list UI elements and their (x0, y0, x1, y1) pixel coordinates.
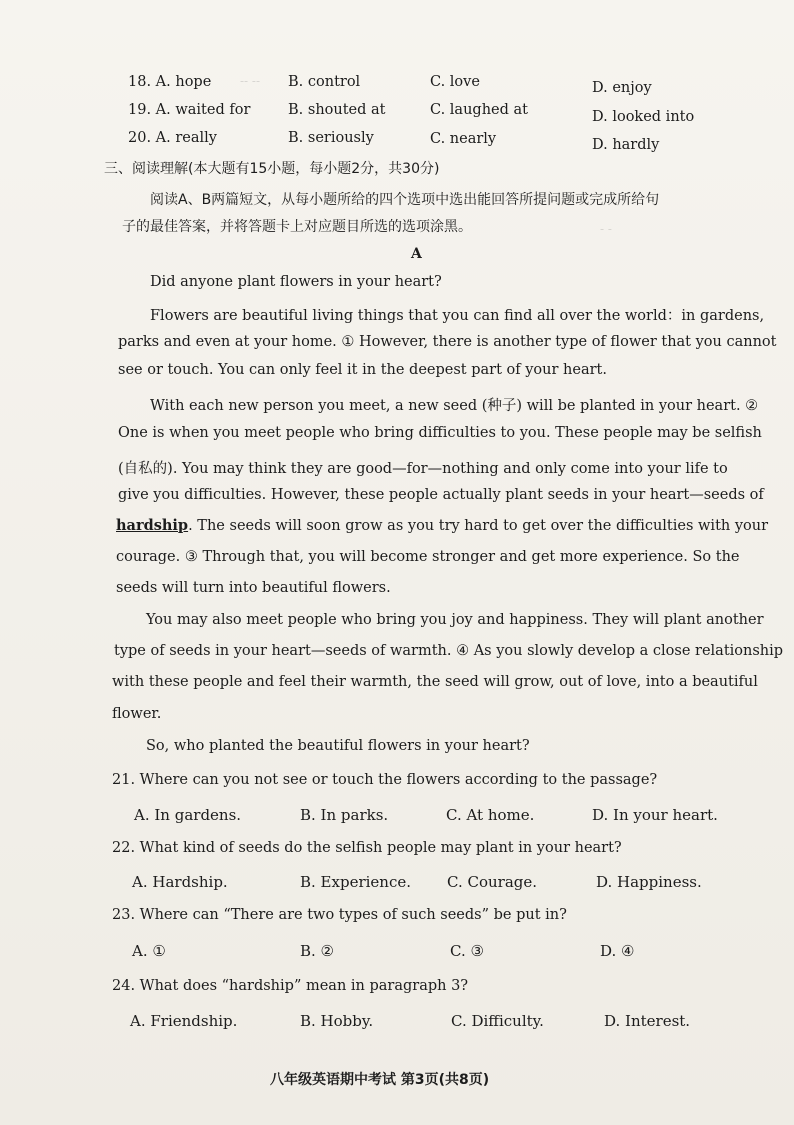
answer-d: D. ④ (600, 942, 635, 960)
passage-line: with these people and feel their warmth, the seed will grow, out of love, into a beautiful (112, 674, 758, 690)
option-c: C. love (430, 74, 480, 90)
passage-line: You may also meet people who bring you joy and happiness. They will plant another (146, 612, 764, 628)
section-heading: 三、阅读理解(本大题有15小题，每小题2分，共30分) (104, 161, 440, 177)
option-num: 18. A. (128, 74, 171, 90)
bleed-through-mark: -- -- (240, 74, 261, 88)
answer-a: A. ① (132, 942, 166, 960)
passage-label: A (411, 246, 422, 262)
option-num: 19. A. (128, 102, 171, 118)
passage-title: Did anyone plant flowers in your heart? (150, 274, 442, 290)
bleed-through-mark: - - (600, 222, 612, 236)
answer-c: C. ③ (450, 942, 484, 960)
option-a: really (175, 130, 217, 146)
answer-c: C. Difficulty. (451, 1012, 544, 1030)
answer-d: D. Happiness. (596, 873, 702, 891)
option-c: C. nearly (430, 131, 497, 147)
question-24: 24. What does “hardship” mean in paragraph 3? (112, 978, 469, 994)
option-b: B. seriously (288, 130, 374, 146)
answer-b: B. ② (300, 942, 335, 960)
passage-line: (自私的). You may think they are good—for—nothing and only come into your life to (118, 461, 728, 477)
passage-line: flower. (112, 706, 162, 722)
answer-c: C. Courage. (447, 873, 538, 891)
answer-b: B. Hobby. (300, 1012, 374, 1030)
answer-c: C. At home. (446, 806, 535, 824)
passage-line: One is when you meet people who bring difficulties to you. These people may be selfish (118, 425, 762, 441)
instruction-line-1: 阅读A、B两篇短文，从每小题所给的四个选项中选出能回答所提问题或完成所给句 (150, 192, 660, 208)
option-d: D. enjoy (592, 80, 652, 96)
option-a: hope (175, 74, 212, 90)
option-a: waited for (175, 102, 251, 118)
passage-line: So, who planted the beautiful flowers in your heart? (146, 738, 530, 754)
answer-d: D. Interest. (604, 1012, 691, 1030)
option-b: B. control (288, 74, 361, 90)
passage-line: parks and even at your home. ① However, there is another type of flower that you cannot (118, 334, 777, 350)
passage-line: type of seeds in your heart—seeds of warmth. ④ As you slowly develop a close relationship (114, 643, 784, 659)
passage-line: seeds will turn into beautiful flowers. (116, 580, 391, 596)
instruction-line-2: 子的最佳答案，并将答题卡上对应题目所选的选项涂黑。 (122, 219, 472, 235)
question-23: 23. Where can “There are two types of such seeds” be put in? (112, 907, 567, 923)
question-21: 21. Where can you not see or touch the flowers according to the passage? (112, 772, 658, 788)
passage-line: courage. ③ Through that, you will become stronger and get more experience. So the (116, 549, 740, 565)
option-row-20 (128, 130, 217, 146)
hardship-keyword: hardship (116, 517, 189, 534)
answer-a: A. Hardship. (132, 873, 228, 891)
question-22: 22. What kind of seeds do the selfish people may plant in your heart? (112, 840, 622, 856)
answer-a: A. Friendship. (130, 1012, 238, 1030)
passage-line: see or touch. You can only feel it in the deepest part of your heart. (118, 362, 607, 378)
passage-line: give you difficulties. However, these people actually plant seeds in your heart—seeds of (118, 487, 764, 503)
option-num: 20. A. (128, 130, 171, 146)
answer-b: B. Experience. (300, 873, 411, 891)
passage-line: With each new person you meet, a new seed (种子) will be planted in your heart. ② (150, 398, 759, 414)
option-b: B. shouted at (288, 102, 386, 118)
answer-b: B. In parks. (300, 806, 389, 824)
option-c: C. laughed at (430, 102, 528, 118)
answer-a: A. In gardens. (134, 806, 242, 824)
option-d: D. hardly (592, 137, 660, 153)
option-row-19 (128, 102, 250, 118)
option-d: D. looked into (592, 109, 695, 125)
passage-line: Flowers are beautiful living things that you can find all over the world：in gardens, (150, 308, 765, 324)
passage-line (116, 517, 768, 534)
passage-line-rest: . The seeds will soon grow as you try hard to get over the difficulties with your (188, 518, 769, 534)
option-row-18 (128, 74, 211, 90)
page-footer: 八年级英语期中考试 第3页(共8页) (270, 1072, 490, 1088)
answer-d: D. In your heart. (592, 806, 718, 824)
